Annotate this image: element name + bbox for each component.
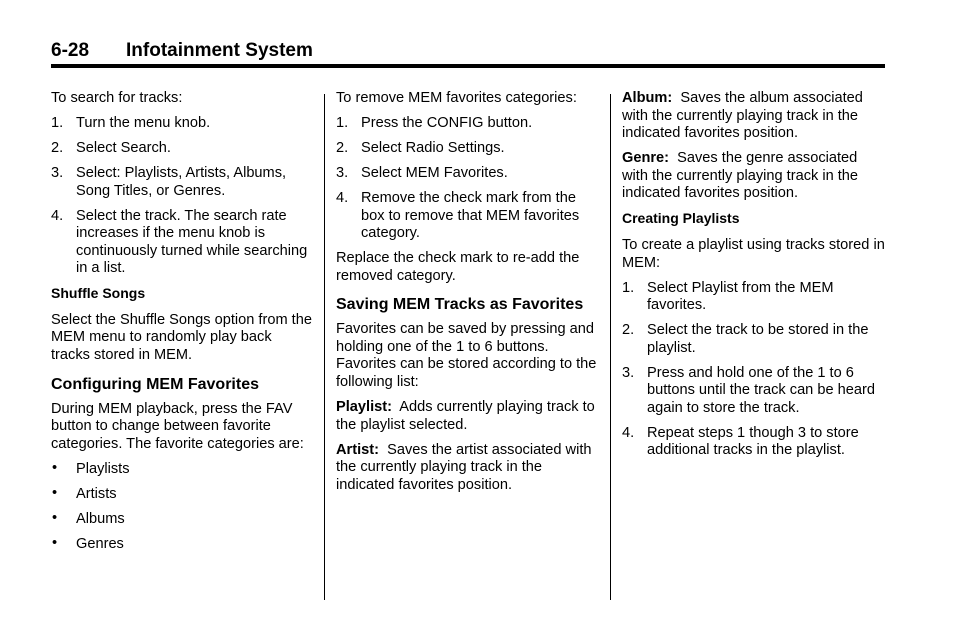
step-text: Select Search.: [76, 139, 171, 156]
page-number: 6-28: [51, 40, 90, 61]
step-number: 2.: [622, 322, 635, 339]
step-text: Repeat steps 1 though 3 to store additional tracks in the playlist.: [647, 424, 859, 459]
list-item: [622, 425, 886, 460]
list-item: [622, 322, 886, 357]
favorite-categories-list: [51, 461, 313, 554]
genre-definition: [622, 150, 886, 203]
step-text: Select the track. The search rate increases if the menu knob is continuously turned while searching in a list.: [76, 207, 308, 277]
category-label: Genres: [76, 535, 124, 552]
list-item: [51, 461, 313, 479]
column-2: [336, 90, 598, 502]
configuring-mem-text: During MEM playback, press the FAV button to change between favorite categories. The favorite categories are:: [51, 400, 304, 452]
artist-term: Artist:: [336, 441, 379, 458]
list-item: [336, 190, 598, 243]
section-title: Infotainment System: [126, 40, 313, 61]
step-text: Select: Playlists, Artists, Albums, Song Titles, or Genres.: [76, 164, 287, 199]
step-text: Press the CONFIG button.: [361, 114, 533, 131]
shuffle-songs-text: Select the Shuffle Songs option from the MEM menu to randomly play back tracks stored in MEM.: [51, 311, 312, 364]
category-label: Albums: [76, 510, 125, 527]
step-number: 1.: [336, 114, 349, 131]
step-number: 2.: [336, 139, 349, 156]
step-text: Turn the menu knob.: [76, 114, 211, 131]
column-divider-1: [324, 94, 325, 600]
step-number: 2.: [51, 139, 64, 156]
bullet-icon: •: [52, 534, 58, 551]
step-text: Remove the check mark from the box to remove that MEM favorites category.: [361, 189, 580, 242]
step-number: 1.: [51, 114, 64, 131]
album-term: Album:: [622, 90, 673, 106]
list-item: [51, 511, 313, 529]
creating-playlists-intro: To create a playlist using tracks stored in MEM:: [622, 236, 885, 271]
creating-playlists-heading: Creating Playlists: [622, 210, 740, 227]
bullet-icon: •: [52, 459, 58, 476]
list-item: [51, 140, 313, 158]
playlist-definition: [336, 399, 598, 434]
configuring-mem-heading: Configuring MEM Favorites: [51, 375, 259, 393]
saving-mem-text: Favorites can be saved by pressing and holding one of the 1 to 6 buttons. Favorites can be stored according to the following list:: [336, 321, 597, 391]
list-item: [51, 486, 313, 504]
list-item: [336, 115, 598, 133]
saving-mem-heading: Saving MEM Tracks as Favorites: [336, 296, 584, 314]
page-header: [51, 38, 885, 68]
artist-definition: [336, 442, 598, 495]
category-label: Artists: [76, 485, 117, 502]
list-item: [51, 208, 313, 278]
step-number: 3.: [336, 164, 349, 181]
list-item: [336, 140, 598, 158]
step-number: 3.: [622, 364, 635, 381]
step-text: Select Playlist from the MEM favorites.: [647, 279, 834, 314]
category-label: Playlists: [76, 460, 130, 477]
column-3: [622, 90, 886, 467]
list-item: [622, 365, 886, 418]
playlist-desc: Adds currently playing track to the playlist selected.: [336, 399, 595, 433]
header-rule: [51, 64, 885, 68]
column-1: [51, 90, 313, 561]
readd-text: Replace the check mark to re-add the removed category.: [336, 250, 580, 284]
list-item: [51, 115, 313, 133]
list-item: [51, 536, 313, 554]
shuffle-songs-heading: Shuffle Songs: [51, 285, 146, 302]
step-number: 4.: [622, 424, 635, 441]
list-item: [51, 165, 313, 200]
bullet-icon: •: [52, 484, 58, 501]
search-intro: To search for tracks:: [51, 90, 183, 106]
step-text: Select the track to be stored in the playlist.: [647, 322, 869, 356]
step-number: 3.: [51, 164, 64, 181]
step-text: Press and hold one of the 1 to 6 buttons until the track can be heard again to store the track.: [647, 364, 875, 416]
list-item: [622, 280, 886, 315]
step-text: Select Radio Settings.: [361, 139, 505, 156]
list-item: [336, 165, 598, 183]
album-definition: [622, 90, 886, 143]
genre-desc: Saves the genre associated with the currently playing track in the indicated favorites position.: [622, 150, 859, 202]
bullet-icon: •: [52, 509, 58, 526]
creating-playlists-steps: [622, 280, 886, 461]
column-divider-2: [610, 94, 611, 600]
playlist-term: Playlist:: [336, 399, 392, 416]
step-number: 4.: [51, 207, 64, 224]
album-desc: Saves the album associated with the currently playing track in the indicated favorites position.: [622, 90, 863, 142]
remove-intro: To remove MEM favorites categories:: [336, 90, 577, 106]
step-number: 1.: [622, 279, 635, 296]
search-steps: [51, 115, 313, 278]
remove-steps: [336, 115, 598, 243]
genre-term: Genre:: [622, 150, 670, 167]
step-number: 4.: [336, 189, 349, 206]
step-text: Select MEM Favorites.: [361, 164, 508, 181]
artist-desc: Saves the artist associated with the currently playing track in the indicated favorites position.: [336, 441, 592, 493]
